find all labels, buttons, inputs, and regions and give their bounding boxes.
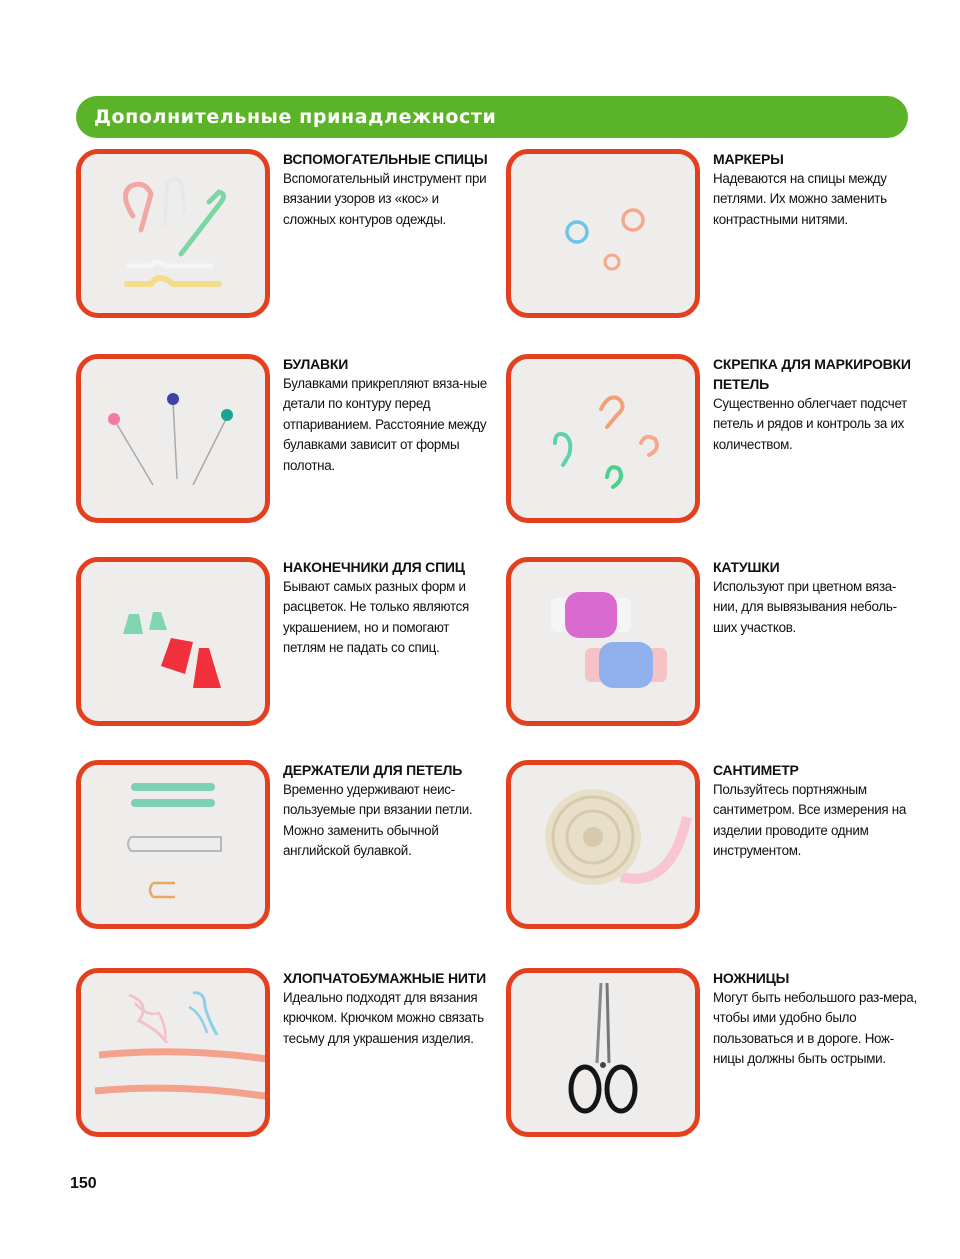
stitch-markers-photo	[506, 354, 700, 523]
item-title: МАРКЕРЫ	[713, 151, 784, 167]
item-description: Могут быть небольшого раз-мера, чтобы ими удобно было пользоваться и в дороге. Нож-ницы должны быть острыми.	[713, 990, 917, 1067]
item-pins	[76, 354, 496, 529]
item-description: Булавками прикрепляют вяза-ные детали по контуру перед отпариванием. Расстояние между булавками зависит от формы полотна.	[283, 376, 487, 473]
item-title: КАТУШКИ	[713, 559, 780, 575]
tape-measure-photo	[506, 760, 700, 929]
item-title: ХЛОПЧАТОБУМАЖНЫЕ НИТИ	[283, 970, 486, 986]
cotton-threads-photo	[76, 968, 270, 1137]
bobbins-photo	[506, 557, 700, 726]
scissors-illustration	[511, 973, 695, 1132]
item-description: Вспомогательный инструмент при вязании узоров из «кос» и сложных контуров одежды.	[283, 171, 487, 227]
item-stitch-holders	[76, 760, 496, 935]
item-title: ДЕРЖАТЕЛИ ДЛЯ ПЕТЕЛЬ	[283, 762, 463, 778]
item-point-protectors	[76, 557, 496, 732]
item-title: БУЛАВКИ	[283, 356, 349, 372]
stitch-markers-illustration	[511, 359, 695, 518]
item-cotton-threads	[76, 968, 496, 1143]
item-cable-needles	[76, 149, 496, 324]
markers-photo	[506, 149, 700, 318]
section-banner	[76, 96, 908, 138]
item-description: Временно удерживают неис-пользуемые при вязании петли. Можно заменить обычной английской булавкой.	[283, 782, 473, 859]
item-title: САНТИМЕТР	[713, 762, 799, 778]
item-bobbins	[506, 557, 926, 732]
item-markers	[506, 149, 926, 324]
item-stitch-markers	[506, 354, 926, 529]
item-description: Используют при цветном вяза-нии, для вывязывания неболь-ших участков.	[713, 579, 897, 635]
item-description: Существенно облегчает подсчет петель и рядов и контроль за их количеством.	[713, 396, 907, 452]
item-tape-measure	[506, 760, 926, 935]
item-description: Пользуйтесь портняжным сантиметром. Все измерения на изделии проводите одним инструментом.	[713, 782, 906, 859]
section-title: Дополнительные принадлежности	[94, 106, 497, 128]
item-description: Идеально подходят для вязания крючком. Крючком можно связать тесьму для украшения изделия.	[283, 990, 484, 1046]
item-title: НОЖНИЦЫ	[713, 970, 790, 986]
pins-illustration	[81, 359, 265, 518]
pins-photo	[76, 354, 270, 523]
cotton-threads-illustration	[81, 973, 265, 1132]
item-description: Надеваются на спицы между петлями. Их можно заменить контрастными нитями.	[713, 171, 887, 227]
point-protectors-photo	[76, 557, 270, 726]
bobbins-illustration	[511, 562, 695, 721]
item-title: СКРЕПКА ДЛЯ МАРКИРОВКИ ПЕТЕЛЬ	[713, 356, 911, 392]
cable-needles-illustration	[81, 154, 265, 313]
item-title: НАКОНЕЧНИКИ ДЛЯ СПИЦ	[283, 559, 465, 575]
page-number: 150	[70, 1175, 97, 1192]
markers-illustration	[511, 154, 695, 313]
stitch-holders-illustration	[81, 765, 265, 924]
item-title: ВСПОМОГАТЕЛЬНЫЕ СПИЦЫ	[283, 151, 488, 167]
tape-measure-illustration	[511, 765, 695, 924]
point-protectors-illustration	[81, 562, 265, 721]
item-description: Бывают самых разных форм и расцветок. Не только являются украшением, но и помогают петлям не падать со спиц.	[283, 579, 469, 656]
stitch-holders-photo	[76, 760, 270, 929]
scissors-photo	[506, 968, 700, 1137]
item-scissors	[506, 968, 926, 1143]
cable-needles-photo	[76, 149, 270, 318]
